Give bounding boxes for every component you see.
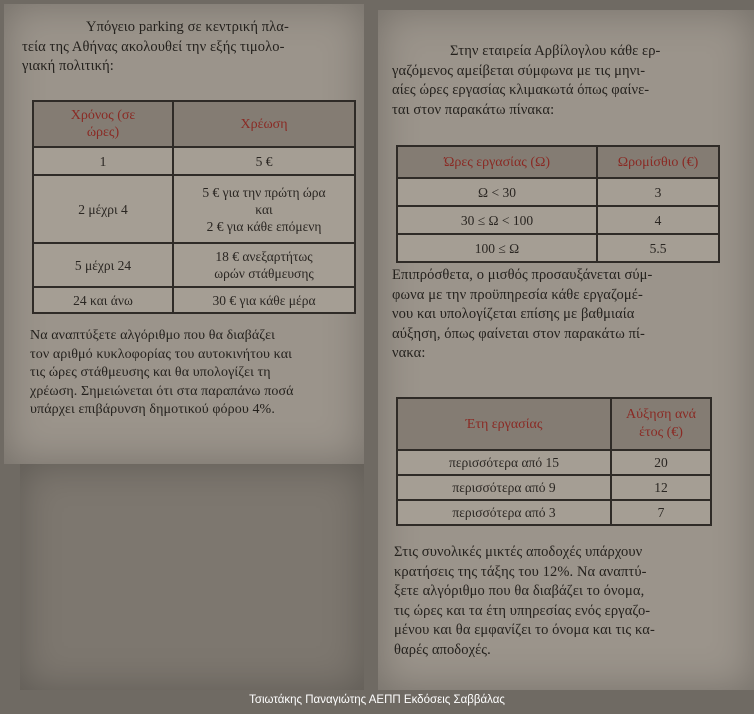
raise-cell: 12 xyxy=(611,475,711,500)
years-cell: περισσότερα από 15 xyxy=(397,450,611,475)
charge-cell: 30 € για κάθε μέρα xyxy=(173,287,355,313)
parking-task-line: τις ώρες στάθμευσης και θα υπολογίζει τη xyxy=(30,365,271,380)
salary-intro-line: αίες ώρες εργασίας κλιμακωτά όπως φαίνε- xyxy=(392,82,650,98)
charge-line: 5 € για την πρώτη ώρα xyxy=(202,184,326,200)
table-row xyxy=(33,147,355,175)
wage-cell: 3 xyxy=(597,178,719,206)
parking-rates-table xyxy=(32,100,356,314)
salary-task-line: μένου και θα εμφανίζει το όνομα και τις κα- xyxy=(394,622,655,638)
salary-middle-line: νακα: xyxy=(392,345,426,361)
salary-middle-line: Επιπρόσθετα, ο μισθός προσαυξάνεται σύμ- xyxy=(392,267,653,283)
salary-task xyxy=(394,543,744,660)
wage-cell: 4 xyxy=(597,206,719,234)
charge-line: ωρών στάθμευσης xyxy=(214,266,314,281)
time-cell: 5 μέχρι 24 xyxy=(33,243,173,287)
charge-cell xyxy=(173,175,355,243)
salary-task-line: Στις συνολικές μικτές αποδοχές υπάρχουν xyxy=(394,544,643,560)
charge-line: και xyxy=(255,201,273,217)
table-row xyxy=(397,206,719,234)
col-header-hours: Ώρες εργασίας (Ω) xyxy=(397,146,597,178)
col-header-years: Έτη εργασίας xyxy=(397,398,611,450)
seniority-table xyxy=(396,397,712,526)
time-cell: 1 xyxy=(33,147,173,175)
header-time-text: Χρόνος (σε ώρες) xyxy=(70,108,136,140)
table-row xyxy=(397,500,711,525)
table-row xyxy=(33,287,355,313)
table-row xyxy=(397,450,711,475)
parking-intro-line: Υπόγειο parking σε κεντρική πλα- xyxy=(86,19,289,35)
charge-line: 2 € για κάθε επόμενη xyxy=(206,218,322,234)
hours-cell: 100 ≤ Ω xyxy=(397,234,597,262)
time-cell: 24 και άνω xyxy=(33,287,173,313)
hourly-rates-table xyxy=(396,145,720,263)
salary-middle xyxy=(392,266,742,364)
parking-task-line: χρέωση. Σημειώνεται ότι στα παραπάνω ποσά xyxy=(30,383,294,399)
hours-cell: 30 ≤ Ω < 100 xyxy=(397,206,597,234)
parking-task-line: Να αναπτύξετε αλγόριθμο που θα διαβάζει xyxy=(30,328,276,343)
left-page-shadow xyxy=(20,464,364,690)
col-header-wage: Ωρομίσθιο (€) xyxy=(597,146,719,178)
col-header-charge: Χρέωση xyxy=(173,101,355,147)
table-row xyxy=(397,475,711,500)
header-raise-text: Αύξηση ανά έτος (€) xyxy=(626,407,696,440)
parking-intro-line: γιακή πολιτική: xyxy=(22,58,114,74)
time-cell: 2 μέχρι 4 xyxy=(33,175,173,243)
salary-task-line: τις ώρες και τα έτη υπηρεσίας ενός εργαζο- xyxy=(394,602,651,619)
parking-intro xyxy=(22,18,357,77)
salary-task-line: ξετε αλγόριθμο που θα διαβάζει το όνομα, xyxy=(394,583,645,599)
years-cell: περισσότερα από 9 xyxy=(397,475,611,500)
salary-intro-line: Στην εταιρεία Αρβίλογλου κάθε ερ- xyxy=(450,43,661,59)
charge-cell: 5 € xyxy=(173,147,355,175)
raise-cell: 7 xyxy=(611,500,711,525)
parking-task-line: υπάρχει επιβάρυνση δημοτικού φόρου 4%. xyxy=(30,402,275,417)
salary-task-line: κρατήσεις της τάξης του 12%. Να αναπτύ- xyxy=(394,563,647,580)
salary-intro-line: ται στον παρακάτω πίνακα: xyxy=(392,101,555,118)
col-header-raise xyxy=(611,398,711,450)
salary-intro xyxy=(392,42,742,120)
raise-cell: 20 xyxy=(611,450,711,475)
salary-middle-line: νου και υπολογίζεται επίσης με βαθμιαία xyxy=(392,306,635,322)
hours-cell: Ω < 30 xyxy=(397,178,597,206)
charge-cell xyxy=(173,243,355,287)
years-cell: περισσότερα από 3 xyxy=(397,500,611,525)
salary-task-line: θαρές αποδοχές. xyxy=(394,641,491,658)
parking-intro-line: τεία της Αθήνας ακολουθεί την εξής τιμολο- xyxy=(22,38,285,55)
salary-intro-line: γαζόμενος αμείβεται σύμφωνα με τις μηνι- xyxy=(392,62,646,79)
table-row xyxy=(397,178,719,206)
table-row xyxy=(33,243,355,287)
table-row xyxy=(397,234,719,262)
salary-middle-line: αύξηση, όπως φαίνεται στον παρακάτω πί- xyxy=(392,325,645,342)
col-header-time xyxy=(33,101,173,147)
parking-task-line: τον αριθμό κυκλοφορίας του αυτοκινήτου και xyxy=(30,346,293,362)
salary-middle-line: φωνα με την προϋπηρεσία κάθε εργαζομέ- xyxy=(392,286,643,303)
charge-line: 18 € ανεξαρτήτως xyxy=(215,249,313,264)
table-row xyxy=(33,175,355,243)
parking-task xyxy=(30,327,362,420)
wage-cell: 5.5 xyxy=(597,234,719,262)
footer-credit: Τσιωτάκης Παναγιώτης ΑΕΠΠ Εκδόσεις Σαββάλας xyxy=(249,694,505,706)
